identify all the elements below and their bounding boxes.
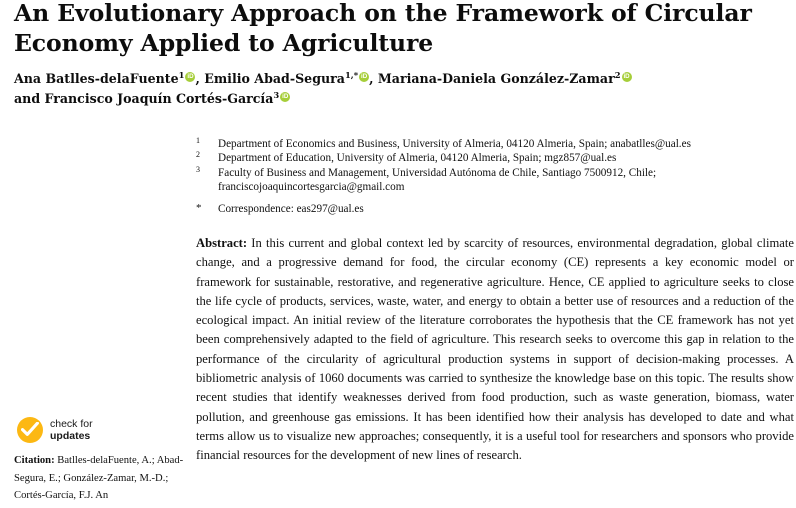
orcid-id-icon[interactable] xyxy=(359,72,369,82)
abstract-body: In this current and global context led by scarcity of resources, environmental degradation, global climate change, and a progressive demand for food, the circular economy (CE) represents a key economic model or framework for sustainable, restorative, and regenerative agriculture. Hence, CE applied to agriculture seeks to close the life cycle of products, services, waste, water, and energy to obtain a better use of resources and a reduction of the ecological impact. An initial review of the literature corroborates the hypothesis that the CE framework has not yet been comprehensively adapted to the field of agriculture. This research seeks to overcome this gap in relation to the performance of the circularity of agricultural production systems in support of decision-making processes. A bibliometric analysis of 1060 documents was carried to synthesize the knowledge base on this topic. The results show recent studies that identify weaknesses derived from food production, such as waste generation, biomass, water pollution, and greenhouse gas emissions. It has been identified how their analysis has developed to date and what terms allow us to visualize new approaches; consequently, it is a useful tool for researchers and sponsors who provide financial resources for the development of new lines of research. xyxy=(196,236,794,463)
affiliation-marker: 2 xyxy=(196,150,200,160)
affiliation-marker: 3 xyxy=(196,164,200,174)
citation-label: Citation: xyxy=(14,455,55,466)
author-separator-2: , xyxy=(369,71,378,86)
correspondence-marker: * xyxy=(196,201,202,214)
author-affiliation-marker-4: 3 xyxy=(273,89,280,100)
abstract-section xyxy=(196,234,794,466)
check-for-updates-line1: check for xyxy=(50,417,93,430)
orcid-id-icon[interactable] xyxy=(622,72,632,82)
affiliation-list xyxy=(196,137,796,216)
author-affiliation-marker-1: 1 xyxy=(178,69,185,80)
author-name-4: Francisco Joaquín Cortés-García xyxy=(44,90,274,106)
affiliation-item xyxy=(196,137,796,151)
author-conjunction: and xyxy=(14,90,45,106)
affiliation-marker: 1 xyxy=(196,136,200,145)
abstract-label: Abstract: xyxy=(196,236,248,250)
orcid-id-icon[interactable] xyxy=(280,92,290,102)
citation-text: Batlles-delaFuente, A.; Abad-Segura, E.; González-Zamar, M.-D.; Cortés-García, F.J. An xyxy=(14,455,184,502)
check-for-updates-labels xyxy=(50,418,93,442)
affiliation-spacer xyxy=(196,195,796,202)
check-mark-circle-icon xyxy=(17,417,43,443)
affiliation-item xyxy=(196,166,796,195)
correspondence-text: Correspondence: eas297@ual.es xyxy=(218,202,364,215)
affiliation-text: Department of Economics and Business, University of Almeria, 04120 Almeria, Spain; anabatlles@ual.es xyxy=(218,138,691,150)
author-affiliation-marker-3: 2 xyxy=(614,69,621,80)
author-name-1: Ana Batlles-delaFuente xyxy=(14,71,179,86)
check-for-updates-line2: updates xyxy=(50,430,91,442)
author-name-2: Emilio Abad-Segura xyxy=(204,71,345,86)
author-list xyxy=(14,69,784,108)
check-for-updates-badge[interactable] xyxy=(17,417,93,443)
affiliation-item xyxy=(196,151,796,165)
orcid-id-icon[interactable] xyxy=(185,72,195,82)
page-title: An Evolutionary Approach on the Framework of Circular Economy Applied to Agriculture xyxy=(14,0,752,57)
citation-block xyxy=(14,452,189,505)
author-affiliation-marker-2: 1,* xyxy=(344,69,359,80)
author-separator-1: , xyxy=(195,71,205,86)
affiliation-text: Department of Education, University of Almeria, 04120 Almeria, Spain; mgz857@ual.es xyxy=(218,152,617,165)
author-name-3: Mariana-Daniela González-Zamar xyxy=(377,71,615,86)
correspondence-item xyxy=(196,202,796,216)
affiliation-text: Faculty of Business and Management, Universidad Autónoma de Chile, Santiago 7500912, Chile; franciscojoaquincortesgarcia@gmail.com xyxy=(218,166,657,194)
